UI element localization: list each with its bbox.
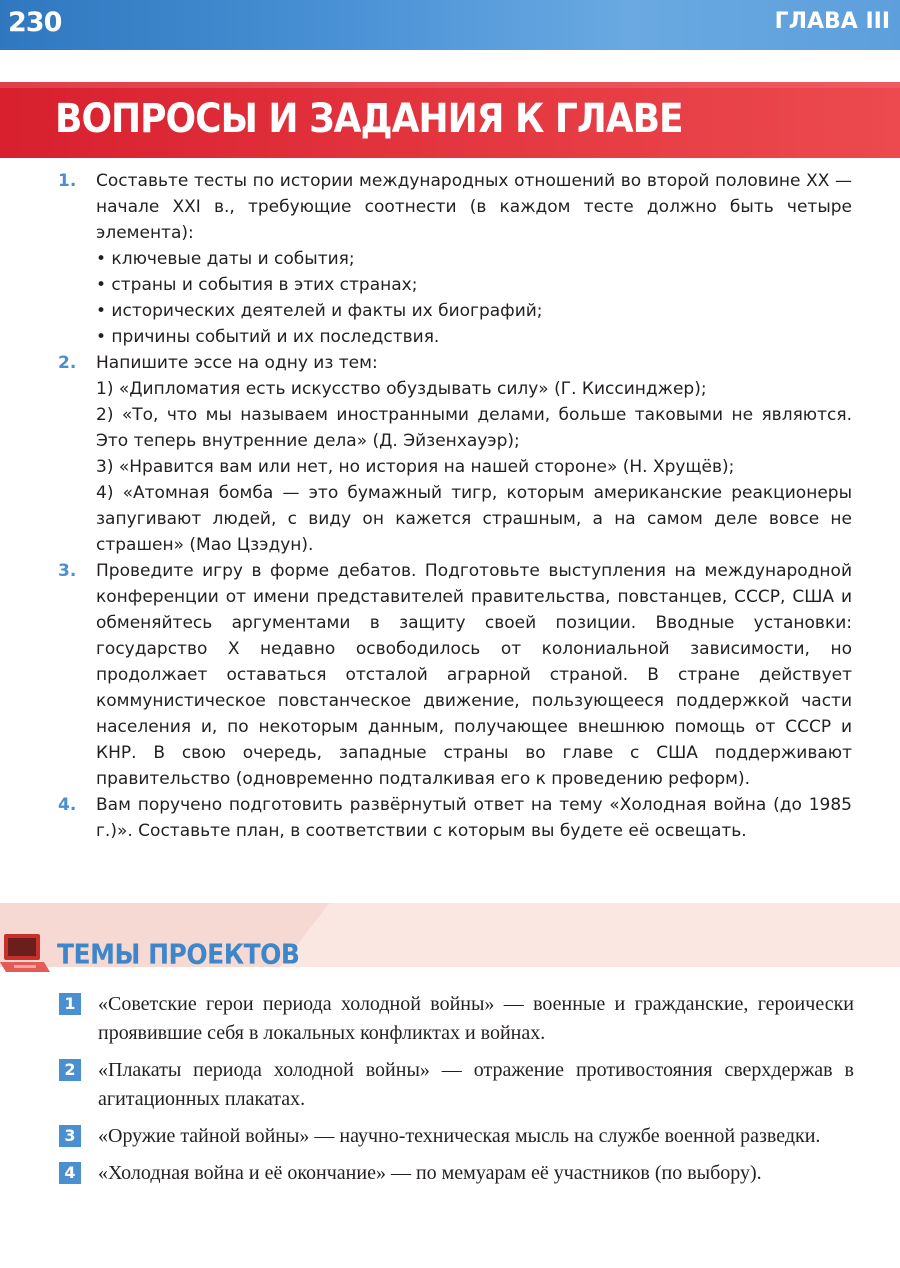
essay-topic: 4) «Атомная бомба — это бумажный тигр, которым американские реакционеры запугивают людей, с виду он кажется страшным, а на самом деле вовсе не страшен» (Мао Цзэдун). <box>96 483 852 555</box>
question-number: 1. <box>58 171 77 191</box>
project-number-badge: 2 <box>59 1059 81 1081</box>
project-number-badge: 4 <box>59 1162 81 1184</box>
question-number: 2. <box>58 353 77 373</box>
question-item <box>0 558 900 792</box>
project-text: «Оружие тайной войны» — научно-техническая мысль на службе военной разведки. <box>98 1125 821 1147</box>
project-text: «Плакаты периода холодной войны» — отражение противостояния сверхдержав в агитационных плакатах. <box>98 1059 854 1110</box>
chapter-label: ГЛАВА III <box>774 9 890 34</box>
laptop-icon <box>0 932 52 976</box>
projects-title: ТЕМЫ ПРОЕКТОВ <box>57 938 300 970</box>
section-title: ВОПРОСЫ И ЗАДАНИЯ К ГЛАВЕ <box>55 96 683 142</box>
question-text: Составьте тесты по истории международных отношений во второй половине XX — начале XXI в., требующие соотнести (в каждом тесте должно быть четыре элемента): <box>96 171 852 243</box>
projects-list <box>0 990 900 1196</box>
question-bullet: • причины событий и их последствия. <box>96 327 440 347</box>
question-number: 3. <box>58 561 77 581</box>
question-text: Вам поручено подготовить развёрнутый ответ на тему «Холодная война (до 1985 г.)». Составьте план, в соответствии с которым вы будете её освещать. <box>96 795 852 841</box>
question-bullet: • ключевые даты и события; <box>96 249 355 269</box>
question-text: Напишите эссе на одну из тем: <box>96 353 378 373</box>
question-number: 4. <box>58 795 77 815</box>
essay-topic: 1) «Дипломатия есть искусство обуздывать силу» (Г. Киссинджер); <box>96 379 707 399</box>
projects-header <box>0 920 900 980</box>
page-number: 230 <box>8 7 62 38</box>
project-item <box>0 1159 900 1188</box>
project-text: «Советские герои периода холодной войны» — военные и гражданские, героически проявившие себя в локальных конфликтах и войнах. <box>98 993 854 1044</box>
essay-topic: 2) «То, что мы называем иностранными делами, больше таковыми не являются. Это теперь внутренние дела» (Д. Эйзенхауэр); <box>96 405 852 451</box>
top-header-bar <box>0 0 900 50</box>
project-number-badge: 1 <box>59 993 81 1015</box>
question-bullet: • исторических деятелей и факты их биографий; <box>96 301 543 321</box>
project-item <box>0 1122 900 1151</box>
section-title-bar <box>0 82 900 158</box>
essay-topic: 3) «Нравится вам или нет, но история на нашей стороне» (Н. Хрущёв); <box>96 457 735 477</box>
question-item <box>0 792 900 844</box>
project-number-badge: 3 <box>59 1125 81 1147</box>
title-bar-stripe <box>0 82 900 88</box>
project-text: «Холодная война и её окончание» — по мемуарам её участников (по выбору). <box>98 1162 762 1184</box>
project-item <box>0 1056 900 1114</box>
project-item <box>0 990 900 1048</box>
question-item <box>0 168 900 350</box>
question-bullet: • страны и события в этих странах; <box>96 275 418 295</box>
question-text: Проведите игру в форме дебатов. Подготовьте выступления на международной конференции от имени представителей правительства, повстанцев, СССР, США и обменяйтесь аргументами в защиту своей позиции. Вводные установки: государство X недавно освободилось от колониальной зависимости, но продолжает оставаться отсталой аграрной страной. В стране действует коммунистическое повстанческое движение, пользующееся поддержкой части населения и, по некоторым данным, получающее внешнюю помощь от СССР и КНР. В свою очередь, западные страны во главе с США поддерживают правительство (одновременно подталкивая его к проведению реформ). <box>96 561 852 789</box>
question-item <box>0 350 900 558</box>
questions-list <box>0 168 900 844</box>
